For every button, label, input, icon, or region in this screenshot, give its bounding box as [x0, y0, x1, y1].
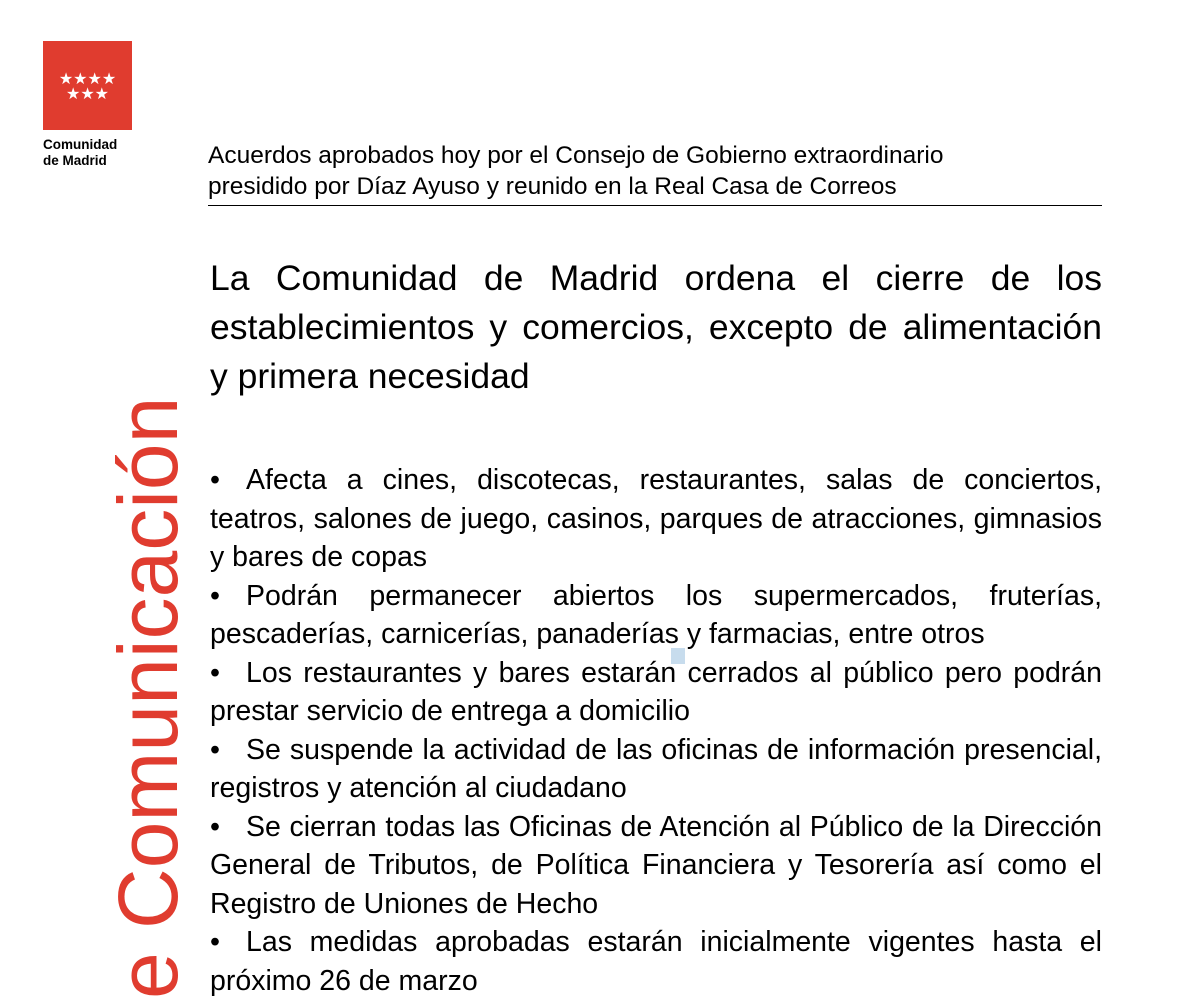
bullet-text: Se cierran todas las Oficinas de Atención al Público de la Dirección General de Tributos, de Política Financiera y Tesorería así como el Registro de Uniones de Hecho: [210, 810, 1102, 920]
bullet-item: [210, 577, 1102, 654]
bullet-text: Los restaurantes y bares estarán cerrados al público pero podrán prestar servicio de entrega a domicilio: [210, 656, 1102, 727]
bullet-text: Podrán permanecer abiertos los supermercados, fruterías, pescaderías, carnicerías, panaderías y farmacias, entre otros: [210, 579, 1102, 650]
organization-name: [43, 137, 143, 169]
comunidad-de-madrid-logo: [43, 41, 132, 130]
document-content: [210, 140, 1102, 999]
kicker-line-1: Acuerdos aprobados hoy por el Consejo de Gobierno extraordinario: [208, 142, 944, 169]
kicker-subtitle: [208, 140, 1102, 206]
headline: La Comunidad de Madrid ordena el cierre de los establecimientos y comercios, excepto de alimentación y primera necesidad: [210, 258, 1102, 396]
bullet-item: [210, 461, 1102, 577]
bullet-item: [210, 923, 1102, 999]
logo-stars-bottom-row: [65, 83, 110, 103]
logo-red-square: [43, 41, 132, 130]
bullet-icon: •: [210, 656, 220, 689]
bullet-icon: •: [210, 464, 220, 496]
bullet-text: Afecta a cines, discotecas, restaurantes, salas de conciertos, teatros, salones de juego, casinos, parques de atracciones, gimnasios y bares de copas: [210, 464, 1102, 573]
bullet-item: [210, 808, 1102, 924]
bullet-item: [210, 731, 1102, 808]
bullet-text: Se suspende la actividad de las oficinas de información presencial, registros y atención al ciudadano: [210, 733, 1102, 804]
bullet-text: Las medidas aprobadas estarán inicialmente vigentes hasta el próximo 26 de marzo: [210, 926, 1102, 997]
organization-name-line-1: Comunidad: [43, 137, 118, 152]
bullet-item: [210, 654, 1102, 731]
bullet-list: [210, 461, 1102, 999]
bullet-icon: •: [210, 926, 220, 958]
kicker-line-2: presidido por Díaz Ayuso y reunido en la Real Casa de Correos: [208, 173, 897, 200]
bullet-icon: •: [210, 733, 220, 766]
bullet-icon: •: [210, 810, 220, 843]
bullet-icon: •: [210, 579, 220, 612]
logo-stars-top: ★★★★: [58, 68, 117, 88]
organization-name-line-2: de Madrid: [43, 153, 107, 168]
logo-stars-bottom: ★★★: [65, 83, 110, 103]
vertical-section-label: e Comunicación: [101, 396, 195, 999]
